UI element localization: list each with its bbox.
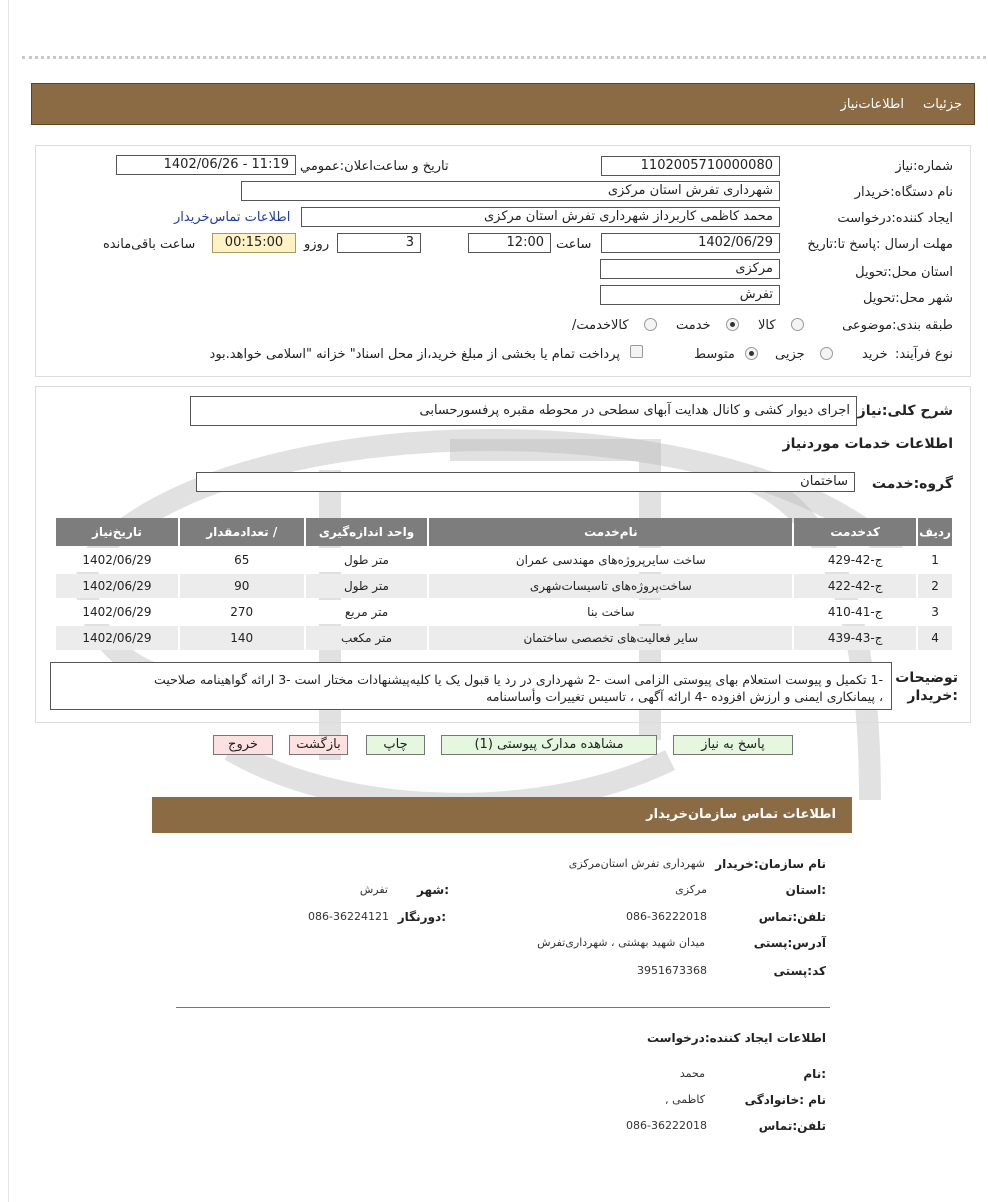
days-label: روزو (304, 237, 330, 252)
buyer-contact-link[interactable]: اطلاعات تماس‌خریدار (174, 210, 291, 225)
left-border-line (8, 0, 9, 1202)
contact-postal-value: 3951673368 (637, 964, 707, 977)
print-button[interactable]: چاپ (366, 735, 425, 755)
province-label: استان محل:تحویل (855, 265, 953, 280)
requester-name-label: :نام (803, 1067, 826, 1081)
treasury-payment-note: پرداخت تمام یا بخشی از مبلغ خرید،از محل اسناد" خزانه "اسلامی خواهد.بود (209, 347, 620, 362)
cell-quantity: 90 (180, 574, 304, 598)
requester-family-label: نام :خانوادگی (744, 1093, 826, 1107)
buyer-notes-line-2: ، پیمانکاری ایمنی و ارزش افزوده -4 ارائه آگهی ، تاسیس تغییرات وأساسنامه (486, 689, 883, 704)
category-radio-goods-service[interactable] (644, 318, 657, 331)
buyer-contact-title: اطلاعات تماس سازمان‌خریدار (646, 807, 836, 822)
contact-fax-label: :دورنگار (397, 910, 446, 924)
tab-details[interactable]: جزئیات (923, 97, 962, 112)
need-number-field[interactable]: 1102005710000080 (601, 156, 780, 176)
announce-date-field[interactable]: 1402/06/26 - 11:19 (116, 155, 296, 175)
table-row (56, 548, 952, 572)
requester-phone-label: تلفن:تماس (758, 1119, 826, 1133)
notes-label-line-2: :خریدار (907, 688, 958, 704)
back-button[interactable]: بازگشت (289, 735, 348, 755)
deadline-label: مهلت ارسال :پاسخ تا:تاریخ (807, 237, 953, 252)
category-option-goods-service: /کالاخدمت (572, 318, 629, 333)
contact-phone-label: تلفن:تماس (758, 910, 826, 924)
buyer-notes-line-1: -1 تکمیل و پیوست استعلام بهای پیوستی الزامی است -2 شهرداری در رد یا قبول یک یا کلیه‌پیشنهادات مختار است -3 ارائه گواهینامه صلاحیت (154, 672, 883, 687)
cell-quantity: 140 (180, 626, 304, 650)
contact-province-value: مرکزی (675, 883, 707, 896)
buyer-contact-bar (152, 797, 852, 833)
remaining-time-label: ساعت باقی‌مانده (103, 237, 196, 252)
deadline-date-field[interactable]: 1402/06/29 (601, 233, 780, 253)
process-label: نوع فرآیند: (895, 347, 953, 362)
need-info-panel (35, 145, 971, 377)
process-option-minor: جزیی (775, 347, 805, 362)
table-header-row (56, 518, 952, 546)
cell-index: 4 (918, 626, 952, 650)
top-dotted-divider (22, 56, 986, 59)
contact-province-label: :استان (785, 883, 826, 897)
tab-need-info[interactable]: اطلاعات‌نیاز (840, 97, 904, 112)
table-row (56, 600, 952, 624)
city-label: شهر محل:تحویل (863, 291, 953, 306)
cell-code: ج-43-439 (794, 626, 916, 650)
service-group-label: گروه:خدمت (871, 476, 953, 492)
category-option-goods: کالا (758, 318, 776, 333)
creator-label: ایجاد کننده:درخواست (837, 211, 953, 226)
view-attachments-button[interactable]: مشاهده مدارک پیوستی (1) (441, 735, 657, 755)
treasury-payment-checkbox[interactable] (630, 345, 643, 358)
services-title: اطلاعات خدمات موردنیاز (782, 436, 953, 452)
deadline-time-field[interactable]: 12:00 (468, 233, 551, 253)
contact-address-label: آدرس:پستی (753, 936, 826, 950)
col-quantity: / تعدادمقدار (180, 518, 304, 546)
contact-postal-label: کد:پستی (773, 964, 826, 978)
col-date: تاریخ‌نیاز (56, 518, 178, 546)
cell-quantity: 270 (180, 600, 304, 624)
cell-unit: متر طول (306, 574, 428, 598)
cell-unit: متر طول (306, 548, 428, 572)
contact-city-label: :شهر (417, 883, 449, 897)
buyer-org-label: نام دستگاه:خریدار (854, 185, 953, 200)
announce-date-label: تاریخ و ساعت‌اعلان:عمومي (300, 159, 449, 174)
cell-name: ساخت سایرپروژه‌های مهندسی عمران (429, 548, 792, 572)
contact-org-label: نام سازمان:خریدار (715, 857, 826, 871)
table-row (56, 574, 952, 598)
contact-fax-value: 086-36224121 (308, 910, 389, 923)
process-radio-minor[interactable] (820, 347, 833, 360)
cell-name: ساخت‌پروژه‌های تاسیسات‌شهری (429, 574, 792, 598)
notes-label-line-1: توضیحات (895, 670, 958, 686)
requester-title: اطلاعات ایجاد کننده:درخواست (646, 1031, 826, 1045)
process-option-medium: متوسط (694, 347, 735, 362)
deadline-time-label: ساعت (556, 237, 592, 252)
category-radio-service[interactable] (726, 318, 739, 331)
contact-org-value: شهرداری تفرش استان‌مرکزی (568, 857, 705, 870)
cell-date: 1402/06/29 (56, 600, 178, 624)
category-label: طبقه بندی:موضوعی (842, 318, 953, 333)
cell-name: ساخت بنا (429, 600, 792, 624)
col-unit: واحد اندازه‌گیری (306, 518, 428, 546)
city-field[interactable]: تفرش (600, 285, 780, 305)
cell-date: 1402/06/29 (56, 548, 178, 572)
requester-phone-value: 086-36222018 (626, 1119, 707, 1132)
process-radio-medium[interactable] (745, 347, 758, 360)
category-radio-goods[interactable] (791, 318, 804, 331)
creator-field[interactable]: محمد کاظمی کاربرداز شهرداری تفرش استان مرکزی (301, 207, 780, 227)
remaining-time-field: 00:15:00 (212, 233, 296, 253)
reply-button[interactable]: پاسخ به نیاز (673, 735, 793, 755)
cell-index: 2 (918, 574, 952, 598)
cell-name: سایر فعالیت‌های تخصصی ساختمان (429, 626, 792, 650)
cell-unit: متر مکعب (306, 626, 428, 650)
cell-code: ج-42-429 (794, 548, 916, 572)
cell-date: 1402/06/29 (56, 626, 178, 650)
need-number-label: شماره:نیاز (895, 159, 953, 174)
contact-phone-value: 086-36222018 (626, 910, 707, 923)
contact-address-value: میدان شهید بهشتی ، شهرداری‌تفرش (537, 936, 705, 949)
days-field[interactable]: 3 (337, 233, 421, 253)
summary-label: شرح کلی:نیاز (857, 403, 953, 419)
requester-name-value: محمد (679, 1067, 705, 1080)
col-code: کدخدمت (794, 518, 916, 546)
province-field[interactable]: مرکزی (600, 259, 780, 279)
header-bar (31, 83, 975, 125)
contact-divider (176, 1007, 830, 1008)
cell-index: 1 (918, 548, 952, 572)
process-buy-label: خرید (862, 347, 888, 362)
exit-button[interactable]: خروج (213, 735, 273, 755)
col-name: نام‌خدمت (429, 518, 792, 546)
cell-unit: متر مربع (306, 600, 428, 624)
buyer-org-field[interactable]: شهرداری تفرش استان مرکزی (241, 181, 780, 201)
cell-code: ج-41-410 (794, 600, 916, 624)
table-row (56, 626, 952, 650)
category-option-service: خدمت (676, 318, 711, 333)
requester-family-value: کاظمی , (665, 1093, 705, 1106)
service-group-field[interactable]: ساختمان (196, 472, 855, 492)
buyer-notes-box (50, 662, 892, 710)
cell-quantity: 65 (180, 548, 304, 572)
cell-date: 1402/06/29 (56, 574, 178, 598)
cell-code: ج-42-422 (794, 574, 916, 598)
summary-field[interactable]: اجرای دیوار کشی و کانال هدایت آبهای سطحی در محوطه مقبره پرفسورحسابی (190, 396, 857, 426)
cell-index: 3 (918, 600, 952, 624)
col-index: ردیف (918, 518, 952, 546)
contact-city-value: تفرش (359, 883, 388, 896)
services-table (54, 516, 954, 652)
